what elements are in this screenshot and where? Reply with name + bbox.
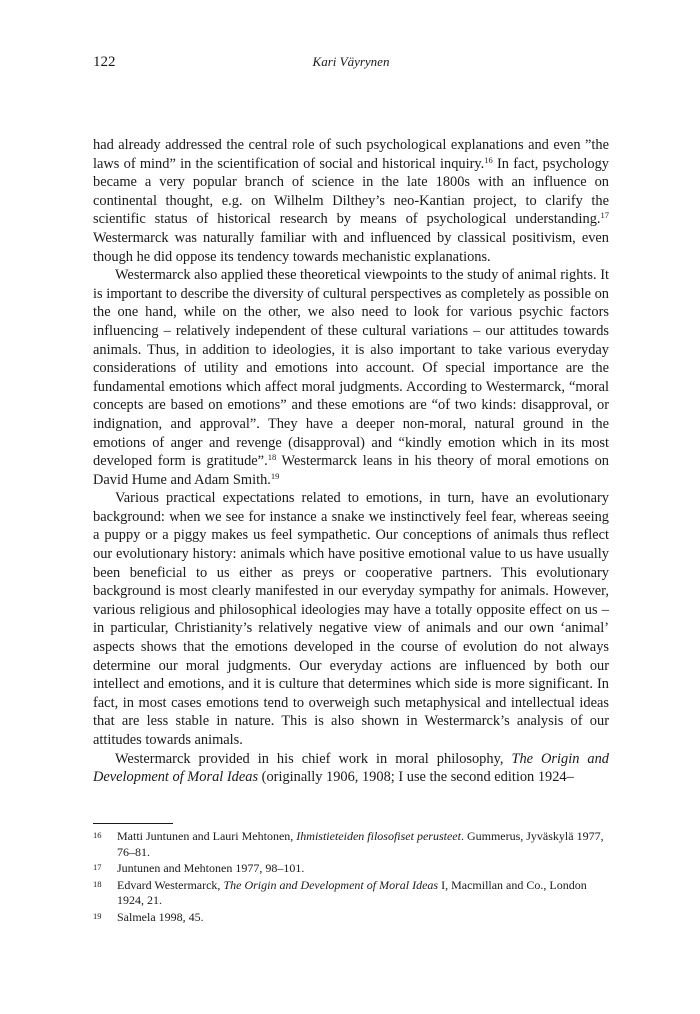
- book-title: The Origin and Development of Moral Ideas: [223, 877, 439, 892]
- text-run: Westermarck leans in his theory of moral emotions on David Hume and Adam Smith.: [93, 453, 610, 488]
- footnote-ref: 17: [600, 210, 609, 221]
- footnote-rule: [93, 823, 173, 824]
- text-run: Westermarck provided in his chief work in moral philosophy,: [115, 750, 512, 767]
- paragraph: Various practical expectations related to emotions, in turn, have an evolutionary background: when we see for instance a snake we instinctively feel fear, whereas seeing a puppy or a piggy makes us feel sympathetic. Our conceptions of animals thus reflect our evolutionary history: animals which have positive emotional value to us have usually been beneficial to us either as preys or cooperative partners. This evolutionary background is most clearly manifested in our everyday sympathy for animals. However, various religious and philosophical ideologies may have a totally opposite effect on us – in particular, Christianity’s relatively negative view of animals and our own ‘animal’ aspects shows that the emotions developed in the course of evolution do not always determine our moral judgments. Our everyday actions are influenced by both our intellect and emotions, and it is culture that determines which side is more significant. In fact, in most cases emotions tend to overweigh such metaphysical and intellectual ideas that are less stable in nature. This is also shown in Westermarck’s analysis of our attitudes towards animals.: [93, 490, 609, 748]
- footnote-ref: 16: [484, 154, 493, 165]
- page-number: 122: [93, 54, 116, 70]
- footnote-number: 17: [93, 862, 102, 873]
- paragraph: [93, 136, 609, 266]
- footnote-ref: 19: [270, 470, 280, 481]
- text-run: . Gummerus, Jyväskylä 1977, 76–81.: [117, 829, 604, 859]
- footnote-ref: 18: [267, 452, 277, 463]
- paragraph: [93, 750, 609, 787]
- text-run: had already addressed the central role of such psychological explanations and even ”the laws of mind” in the scientification of social and historical inquiry.: [93, 137, 609, 172]
- footnote: [93, 829, 609, 860]
- footnote: [93, 910, 609, 926]
- footnote-number: 18: [93, 878, 102, 889]
- text-run: Matti Juntunen and Lauri Mehtonen,: [117, 829, 297, 843]
- book-title: The Origin and Development of Moral Ideas: [93, 750, 609, 786]
- footnotes: [93, 829, 609, 927]
- book-title: Ihmistieteiden filosofiset perusteet: [296, 829, 461, 843]
- footnote-number: 16: [93, 830, 102, 840]
- text-run: Westermarck also applied these theoretical viewpoints to the study of animal rights. It is important to describe the diversity of cultural perspectives as completely as possible on the one hand, while on the other, we also need to look for various psychic factors influencing – relatively independent of these cultural variations – our attitudes towards animals. Thus, in addition to ideologies, it is also important to take various everyday considerations of utility and emotions into account. Of special importance are the fundamental emotions which affect moral judgments. According to Westermarck, “moral concepts are based on emotions” and these emotions are “of two kinds: disapproval, or indignation, and approval”. They have a deeper non-moral, natural ground in the emotions of anger and revenge (disapproval) and “kindly emotion which in its most developed form is gratitude”.: [93, 267, 609, 470]
- text-run: Edvard Westermarck,: [117, 877, 224, 892]
- footnote: [93, 878, 609, 909]
- footnote-text: [117, 878, 609, 909]
- text-run: I, Macmillan and Co., London 1924, 21.: [117, 877, 587, 908]
- footnote-number: 19: [93, 910, 102, 921]
- body-text: [93, 136, 609, 787]
- page-header: [93, 54, 609, 74]
- text-run: Westermarck was naturally familiar with and influenced by classical positivism, even though he did oppose its tendency towards mechanistic explanations.: [93, 229, 609, 265]
- text-run: (originally 1906, 1908; I use the second edition 1924–: [258, 769, 574, 786]
- running-head: Kari Väyrynen: [312, 54, 390, 69]
- footnote-text: Salmela 1998, 45.: [117, 909, 204, 924]
- footnote: [93, 861, 609, 877]
- footnote-text: Juntunen and Mehtonen 1977, 98–101.: [117, 861, 305, 876]
- paragraph: [93, 266, 609, 489]
- footnote-text: [117, 829, 609, 860]
- text-run: In fact, psychology became a very popular branch of science in the late 1800s with an influence on continental thought, e.g. on Wilhelm Dilthey’s neo-Kantian project, to clarify the scientific status of historical research by means of psychological understanding.: [93, 155, 610, 228]
